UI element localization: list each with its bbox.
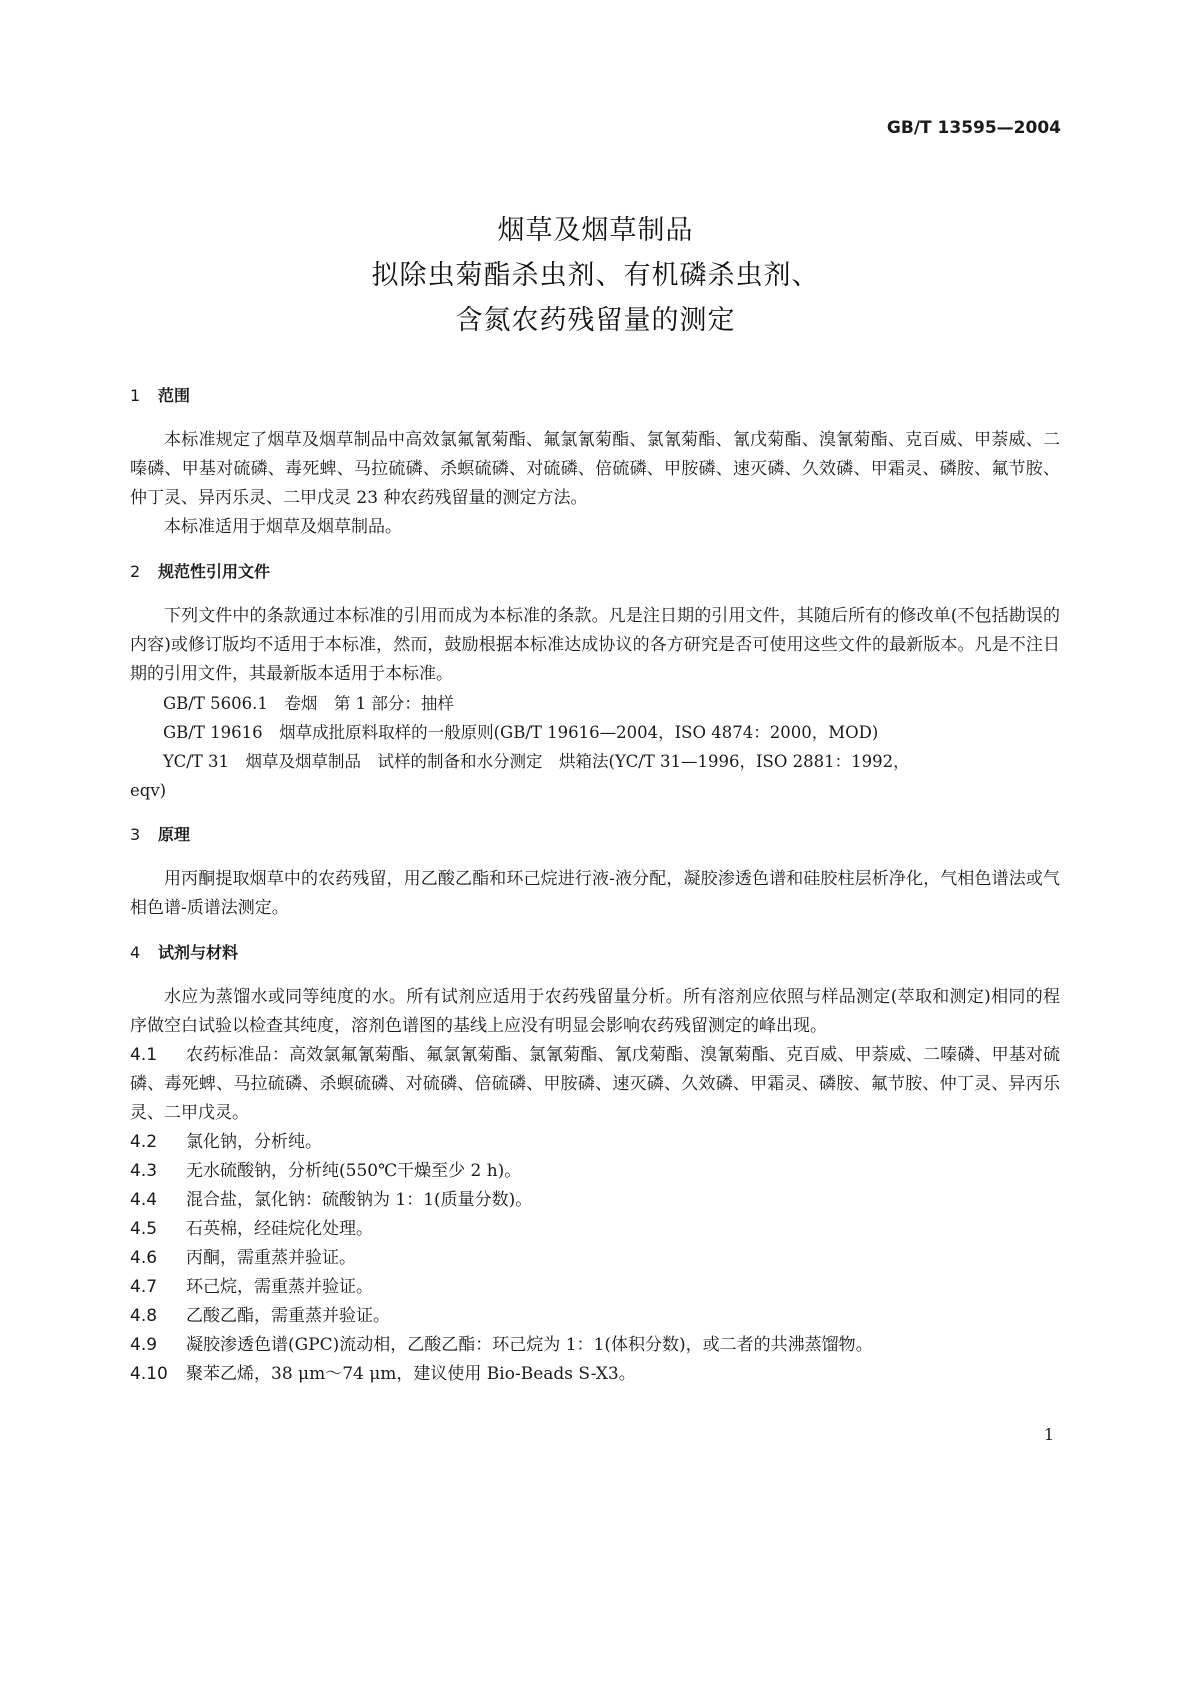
clause-number: 4.8: [130, 1306, 158, 1326]
clause-text: 石英棉，经硅烷化处理。: [186, 1219, 373, 1239]
page-number: 1: [1043, 1425, 1054, 1444]
section-title: 原理: [158, 825, 191, 844]
clause-item: [130, 1302, 1060, 1331]
section-heading-principle: [130, 823, 1060, 847]
clause-text: 聚苯乙烯，38 μm～74 μm，建议使用 Bio-Beads S-X3。: [186, 1364, 636, 1384]
clause-number: 4.5: [130, 1219, 158, 1239]
section-title: 规范性引用文件: [158, 562, 271, 581]
paragraph: 用丙酮提取烟草中的农药残留，用乙酸乙酯和环己烷进行液-液分配，凝胶渗透色谱和硅胶柱层析净化，气相色谱法或气相色谱-质谱法测定。: [130, 869, 1060, 918]
clause-number: 4.10: [130, 1364, 168, 1384]
clause-text: 丙酮，需重蒸并验证。: [186, 1248, 356, 1268]
clause-number: 4.7: [130, 1277, 158, 1297]
clause-number: 4.4: [130, 1190, 158, 1210]
title-line-3: 含氮农药残留量的测定: [455, 305, 736, 336]
document-title: [0, 208, 1191, 343]
reference-entry-continuation: eqv): [130, 781, 167, 800]
section-number: 4: [130, 943, 141, 962]
paragraph: 下列文件中的条款通过本标准的引用而成为本标准的条款。凡是注日期的引用文件，其随后所有的修改单(不包括勘误的内容)或修订版均不适用于本标准，然而，鼓励根据本标准达成协议的各方研究是否可使用这些文件的最新版本。凡是不注日期的引用文件，其最新版本适用于本标准。: [130, 606, 1060, 684]
paragraph: 本标准适用于烟草及烟草制品。: [164, 517, 402, 537]
clause-text: 农药标准品：高效氯氟氰菊酯、氟氯氰菊酯、氯氰菊酯、氰戊菊酯、溴氰菊酯、克百威、甲萘威、二嗪磷、甲基对硫磷、毒死蜱、马拉硫磷、杀螟硫磷、对硫磷、倍硫磷、甲胺磷、速灭磷、久效磷、甲霜灵、磷胺、氟节胺、仲丁灵、异丙乐灵、二甲戊灵。: [130, 1045, 1060, 1123]
clause-text: 环己烷，需重蒸并验证。: [186, 1277, 373, 1297]
clause-item: [130, 1128, 1060, 1157]
clause-item: [130, 1041, 1060, 1128]
clause-text: 氯化钠，分析纯。: [186, 1132, 322, 1152]
title-line-1: 烟草及烟草制品: [497, 215, 694, 246]
section-heading-normative-references: [130, 560, 1060, 584]
section-number: 2: [130, 562, 141, 581]
section-heading-scope: [130, 384, 1060, 408]
paragraph: 本标准规定了烟草及烟草制品中高效氯氟氰菊酯、氟氯氰菊酯、氯氰菊酯、氰戊菊酯、溴氰菊酯、克百威、甲萘威、二嗪磷、甲基对硫磷、毒死蜱、马拉硫磷、杀螟硫磷、对硫磷、倍硫磷、甲胺磷、速灭磷、久效磷、甲霜灵、磷胺、氟节胺、仲丁灵、异丙乐灵、二甲戊灵 23 种农药残留量的测定方法。: [130, 430, 1060, 508]
clause-number: 4.6: [130, 1248, 158, 1268]
reference-entry: GB/T 19616 烟草成批原料取样的一般原则(GB/T 19616—2004，ISO 4874：2000，MOD): [163, 723, 879, 742]
clause-number: 4.1: [130, 1045, 158, 1065]
document-body: [130, 384, 1060, 1389]
clause-item: [130, 1186, 1060, 1215]
section-title: 范围: [158, 386, 191, 405]
clause-item: [130, 1360, 1060, 1389]
clause-number: 4.3: [130, 1161, 158, 1181]
clause-number: 4.9: [130, 1335, 158, 1355]
reference-entry: YC/T 31 烟草及烟草制品 试样的制备和水分测定 烘箱法(YC/T 31—1996，ISO 2881：1992，: [163, 752, 910, 771]
section-number: 3: [130, 825, 141, 844]
clause-item: [130, 1331, 1060, 1360]
clause-text: 混合盐，氯化钠：硫酸钠为 1：1(质量分数)。: [186, 1190, 533, 1210]
clause-text: 无水硫酸钠，分析纯(550℃干燥至少 2 h)。: [186, 1161, 522, 1181]
paragraph: 水应为蒸馏水或同等纯度的水。所有试剂应适用于农药残留量分析。所有溶剂应依照与样品测定(萃取和测定)相同的程序做空白试验以检查其纯度，溶剂色谱图的基线上应没有明显会影响农药残留测定的峰出现。: [130, 987, 1060, 1036]
clause-text: 乙酸乙酯，需重蒸并验证。: [186, 1306, 390, 1326]
title-line-2: 拟除虫菊酯杀虫剂、有机磷杀虫剂、: [371, 260, 820, 291]
section-number: 1: [130, 386, 141, 405]
clause-item: [130, 1244, 1060, 1273]
clause-item: [130, 1273, 1060, 1302]
clause-text: 凝胶渗透色谱(GPC)流动相，乙酸乙酯：环己烷为 1：1(体积分数)，或二者的共沸蒸馏物。: [186, 1335, 873, 1355]
section-title: 试剂与材料: [158, 943, 239, 962]
section-heading-reagents: [130, 941, 1060, 965]
clause-item: [130, 1157, 1060, 1186]
clause-item: [130, 1215, 1060, 1244]
standard-number: GB/T 13595—2004: [886, 118, 1061, 138]
clause-number: 4.2: [130, 1132, 158, 1152]
reference-entry: GB/T 5606.1 卷烟 第 1 部分：抽样: [163, 694, 454, 713]
